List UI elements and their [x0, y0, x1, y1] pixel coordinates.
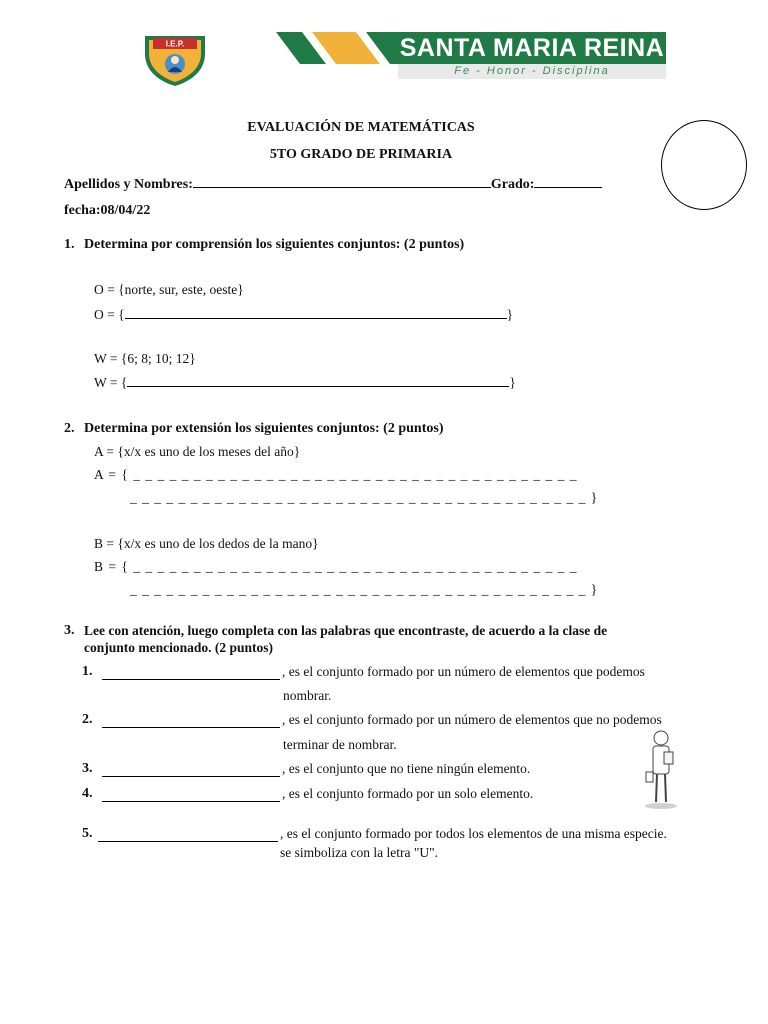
- q1-answer-o: [94, 306, 513, 323]
- q3-prompt-line1: Lee con atención, luego completa con las palabras que encontraste, de acuerdo a la clase de: [84, 623, 608, 638]
- q1-answer-w: [94, 374, 516, 391]
- q3-item-text-cont: terminar de nombrar.: [283, 737, 397, 752]
- q3-item-text-cont: se simboliza con la letra "U".: [280, 845, 438, 860]
- q1-w-close: }: [509, 375, 516, 390]
- q3-item-text: , es el conjunto formado por todos los elementos de una misma especie.: [280, 826, 667, 841]
- q1-o-close: }: [506, 307, 514, 322]
- date-label: fecha:08/04/22: [64, 203, 151, 218]
- q2-number: 2.: [64, 421, 75, 436]
- q2-answer-b-line1[interactable]: B = { _ _ _ _ _ _ _ _ _ _ _ _ _ _ _ _ _ _ _ _ _ _ _ _ _ _ _ _ _ _ _ _ _ _ _ _ _: [94, 559, 578, 574]
- q2-answer-a-line1[interactable]: A = { _ _ _ _ _ _ _ _ _ _ _ _ _ _ _ _ _ _ _ _ _ _ _ _ _ _ _ _ _ _ _ _ _ _ _ _ _: [94, 467, 578, 482]
- q2-set-a: A = {x/x es uno de los meses del año}: [94, 444, 301, 459]
- crest-text: I.E.P.: [165, 39, 185, 49]
- q1-w-field[interactable]: [127, 374, 509, 387]
- q3-number: 3.: [64, 623, 75, 638]
- student-info-row: [64, 175, 602, 193]
- q3-item-text: , es el conjunto formado por un número de elementos que podemos: [282, 664, 645, 679]
- name-field[interactable]: [193, 175, 491, 188]
- q3-item-number: 3.: [82, 761, 93, 776]
- q3-prompt-line2: conjunto mencionado. (2 puntos): [84, 640, 274, 655]
- q3-item-field[interactable]: [102, 764, 280, 777]
- name-label: Apellidos y Nombres:: [64, 177, 193, 192]
- q3-item-number: 5.: [82, 826, 93, 841]
- q3-item-text: , es el conjunto que no tiene ningún elemento.: [282, 761, 531, 776]
- q3-item-text-cont: nombrar.: [283, 688, 332, 703]
- q3-item-field[interactable]: [102, 667, 280, 680]
- q2-answer-a-line2[interactable]: _ _ _ _ _ _ _ _ _ _ _ _ _ _ _ _ _ _ _ _ _ _ _ _ _ _ _ _ _ _ _ _ _ _ _ _ _ _ }: [130, 490, 599, 505]
- q3-item-field[interactable]: [98, 829, 278, 842]
- q2-answer-b-line2[interactable]: _ _ _ _ _ _ _ _ _ _ _ _ _ _ _ _ _ _ _ _ _ _ _ _ _ _ _ _ _ _ _ _ _ _ _ _ _ _ }: [130, 582, 599, 597]
- grade-field[interactable]: [534, 175, 602, 188]
- q1-prompt: Determina por comprensión los siguientes conjuntos: (2 puntos): [84, 237, 465, 252]
- q1-w-open: W = {: [94, 375, 128, 390]
- q2-set-b: B = {x/x es uno de los dedos de la mano}: [94, 536, 319, 551]
- q3-item-field[interactable]: [102, 789, 280, 802]
- q1-set-w: W = {6; 8; 10; 12}: [94, 351, 196, 366]
- grade-label: Grado:: [490, 177, 535, 192]
- q3-item-text: , es el conjunto formado por un solo elemento.: [282, 786, 534, 801]
- q1-o-open: O = {: [94, 307, 125, 322]
- school-name: SANTA MARIA REINA: [399, 34, 665, 62]
- q3-item-text: , es el conjunto formado por un número de elementos que no podemos: [282, 712, 662, 727]
- q2-prompt: Determina por extensión los siguientes conjuntos: (2 puntos): [84, 421, 444, 436]
- q1-o-field[interactable]: [125, 306, 507, 319]
- student-illustration: [642, 728, 680, 810]
- school-banner: [276, 32, 666, 80]
- score-circle: [661, 120, 747, 210]
- q3-item-number: 4.: [82, 786, 93, 801]
- exam-grade: 5TO GRADO DE PRIMARIA: [269, 147, 453, 162]
- q3-item-number: 1.: [82, 664, 93, 679]
- q3-item-field[interactable]: [102, 715, 280, 728]
- exam-title: EVALUACIÓN DE MATEMÁTICAS: [247, 120, 475, 135]
- q3-item-number: 2.: [82, 712, 93, 727]
- school-crest-logo: [143, 32, 207, 86]
- school-motto: Fe - Honor - Disciplina: [398, 64, 666, 79]
- banner-stripes: [276, 32, 398, 64]
- q1-number: 1.: [64, 237, 75, 252]
- q1-set-o: O = {norte, sur, este, oeste}: [94, 282, 244, 297]
